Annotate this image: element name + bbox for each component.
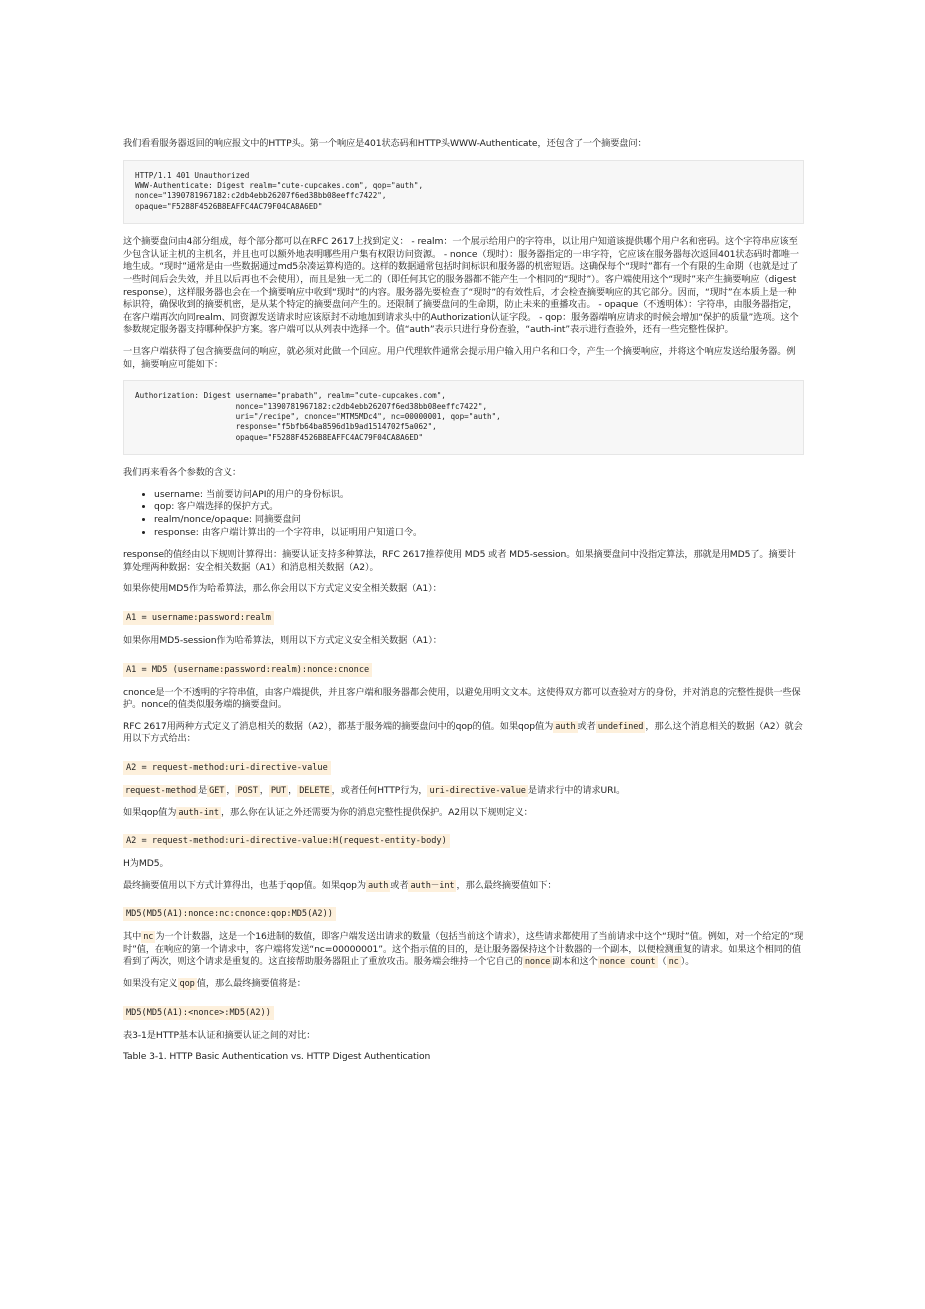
inline-code: undefined (597, 721, 644, 732)
final-digest-paragraph: 最终摘要值用以下方式计算得出，也基于qop值。如果qop为 auth 或者 auth－int ，那么最终摘要值如下： (123, 879, 557, 891)
inline-code: nonce (524, 957, 551, 968)
digest-challenge-explanation: 这个摘要盘问由4部分组成，每个部分都可以在RFC 2617上找到定义： - realm：一个展示给用户的字符串，以让用户知道该提供哪个用户名和密码。这个字符串应该至少包含认证主机的主机名，并且也可以额外地表明哪些用户集有权限访问资源。 - nonce（现时）：服务器指定的一串字符，它应该在服务器每次返回401状态码时都唯一地生成。“现时”通常是由一些数据通过md5杂凑运算构造的。这样的数据通常包括时间标识和服务器的机密短语。这确保每个“现时”都有一个有限的生命期（也就是过了一些时间后会失效，并且以后再也不会使用），而且是独一无二的（即任何其它的服务器都不能产生一个相同的“现时”）。客户端使用这个“现时”来产生摘要响应（digest response），这样服务器也会在一个摘要响应中收到“现时”的内容。服务器先要检查了“现时”的有效性后，才会检查摘要响应的其它部分。因而，“现时”在本质上是一种标识符，确保收到的摘要机密，是从某个特定的摘要盘问产生的。还限制了摘要盘问的生命期，防止未来的重播攻击。 - opaque（不透明体）：字符串，由服务器指定，在客户端再次向同realm、同资源发送请求时应该原封不动地加到请求头中的Authorization认证字段。 - qop：服务器端响应请求的时候会增加“保护的质量”选项。这个参数规定服务器支持哪种保护方案。客户端可以从列表中选择一个。值“auth”表示只进行身份查验，“auth-int”表示进行查验外，还有一些完整性保护。 (123, 236, 799, 336)
inline-code: uri-directive-value (429, 785, 526, 796)
inline-code: GET (209, 785, 225, 796)
inline-code: nonce count (599, 957, 656, 968)
inline-code: auth－int (410, 880, 455, 891)
h-md5-paragraph: H为MD5。 (123, 858, 169, 870)
no-qop-paragraph: 如果没有定义 qop 值，那么最终摘要值将是： (123, 978, 306, 990)
inline-code: nc (143, 932, 154, 943)
nc-paragraph: 其中 nc 为一个计数器，这是一个16进制的数值，即客户端发送出请求的数量（包括当前这个请求），这些请求都使用了当前请求中这个“现时”值。例如，对一个给定的“现时”值，在响应的第一个请求中，客户端将发送“nc=00000001”。这个指示值的目的，是让服务器保持这个计数器的一个副本，以便检测重复的请求。如果这个相同的值看到了两次，则这个请求是重复的。这直接帮助服务器阻止了重放攻击。服务端会维持一个它自己的 nonce 副本和这个 nonce count （ nc ）。 (123, 931, 804, 968)
formula-a2-int: A2 = request-method:uri-directive-value:H(request-entity-body) (123, 834, 450, 848)
inline-code: auth (555, 721, 576, 732)
code-block-response: HTTP/1.1 401 Unauthorized WWW-Authenticate: Digest realm="cute-cupcakes.com", qop="auth", nonce="1390781967182:c2db4ebb26207f6ed38bb08eeffc7422", opaque="F5288F4526B8EAFFC4AC79F04CA8A6ED" (123, 160, 804, 225)
list-item: • qop: 客户端选择的保护方式。 (154, 501, 804, 514)
cnonce-paragraph: cnonce是一个不透明的字符串值，由客户端提供，并且客户端和服务器都会使用，以避免用明文文本。这使得双方都可以查验对方的身份，并对消息的完整性提供一些保护。nonce的值类似服务端的摘要盘问。 (123, 686, 801, 711)
auth-int-paragraph: 如果qop值为 auth-int ，那么你在认证之外还需要为你的消息完整性提供保护。A2用以下规则定义： (123, 806, 533, 818)
list-item: • realm/nonce/opaque: 同摘要盘问 (154, 514, 804, 527)
formula-a2: A2 = request-method:uri-directive-value (123, 761, 331, 775)
list-item: • response: 由客户端计算出的一个字符串，以证明用户知道口令。 (154, 527, 804, 540)
article-body (123, 138, 804, 1073)
table-intro-paragraph: 表3-1是HTTP基本认证和摘要认证之间的对比： (123, 1029, 316, 1041)
params-list (123, 489, 804, 539)
request-method-paragraph: request-method 是 GET ， POST ， PUT ， DELETE ，或者任何HTTP行为， uri-directive-value 是请求行中的请求URI。 (125, 784, 626, 796)
table-caption: Table 3-1. HTTP Basic Authentication vs. HTTP Digest Authentication (123, 1051, 431, 1063)
digest-response-intro: 一旦客户端获得了包含摘要盘问的响应，就必须对此做一个回应。用户代理软件通常会提示用户输入用户名和口令，产生一个摘要响应，并将这个响应发送给服务器。例如，摘要响应可能如下： (123, 345, 796, 370)
formula-final-digest: MD5(MD5(A1):nonce:nc:cnonce:qop:MD5(A2)) (123, 907, 336, 921)
inline-code: request-method (125, 785, 197, 796)
response-calc-paragraph: response的值经由以下规则计算得出：摘要认证支持多种算法，RFC 2617推荐使用 MD5 或者 MD5-session。如果摘要盘问中没指定算法，那就是用MD5了。摘要计算处理两种数据：安全相关数据（A1）和消息相关数据（A2）。 (123, 549, 796, 573)
inline-code: nc (668, 957, 679, 968)
inline-code: auth (367, 880, 389, 891)
code-block-authorization: Authorization: Digest username="prabath", realm="cute-cupcakes.com", nonce="1390781967182:c2db4ebb26207f6ed38bb08eeffc7422", uri="/recipe", cnonce="MTM5MDc4", nc=00000001, qop="auth", response="f5bfb64ba8596d1b9ad1514702f5a062", opaque="F5288F4526B8EAFFC4AC79F04CA8A6ED" (123, 380, 804, 455)
formula-a1-session: A1 = MD5 (username:password:realm):nonce:cnonce (123, 663, 372, 677)
formula-a1: A1 = username:password:realm (123, 611, 274, 625)
a2-paragraph: RFC 2617用两种方式定义了消息相关的数据（A2），都基于服务端的摘要盘问中的qop的值。如果qop值为 auth 或者 undefined ，那么这个消息相关的数据（A2）就会用以下方式给出： (123, 720, 803, 745)
inline-code: POST (237, 785, 258, 796)
md5-a1-intro: 如果你使用MD5作为哈希算法，那么你会用以下方式定义安全相关数据（A1）： (123, 583, 442, 595)
params-intro: 我们再来看各个参数的含义： (123, 467, 242, 479)
formula-no-qop: MD5(MD5(A1):<nonce>:MD5(A2)) (123, 1006, 274, 1020)
intro-paragraph: 我们看看服务器返回的响应报文中的HTTP头。第一个响应是401状态码和HTTP头WWW-Authenticate，还包含了一个摘要盘问： (123, 138, 647, 149)
inline-code: auth-int (178, 807, 219, 818)
inline-code: PUT (270, 785, 287, 796)
md5-session-a1-intro: 如果你用MD5-session作为哈希算法，则用以下方式定义安全相关数据（A1）： (123, 634, 442, 646)
list-item: • username: 当前要访问API的用户的身份标识。 (154, 489, 804, 502)
inline-code: DELETE (299, 785, 330, 796)
inline-code: qop (179, 979, 195, 990)
